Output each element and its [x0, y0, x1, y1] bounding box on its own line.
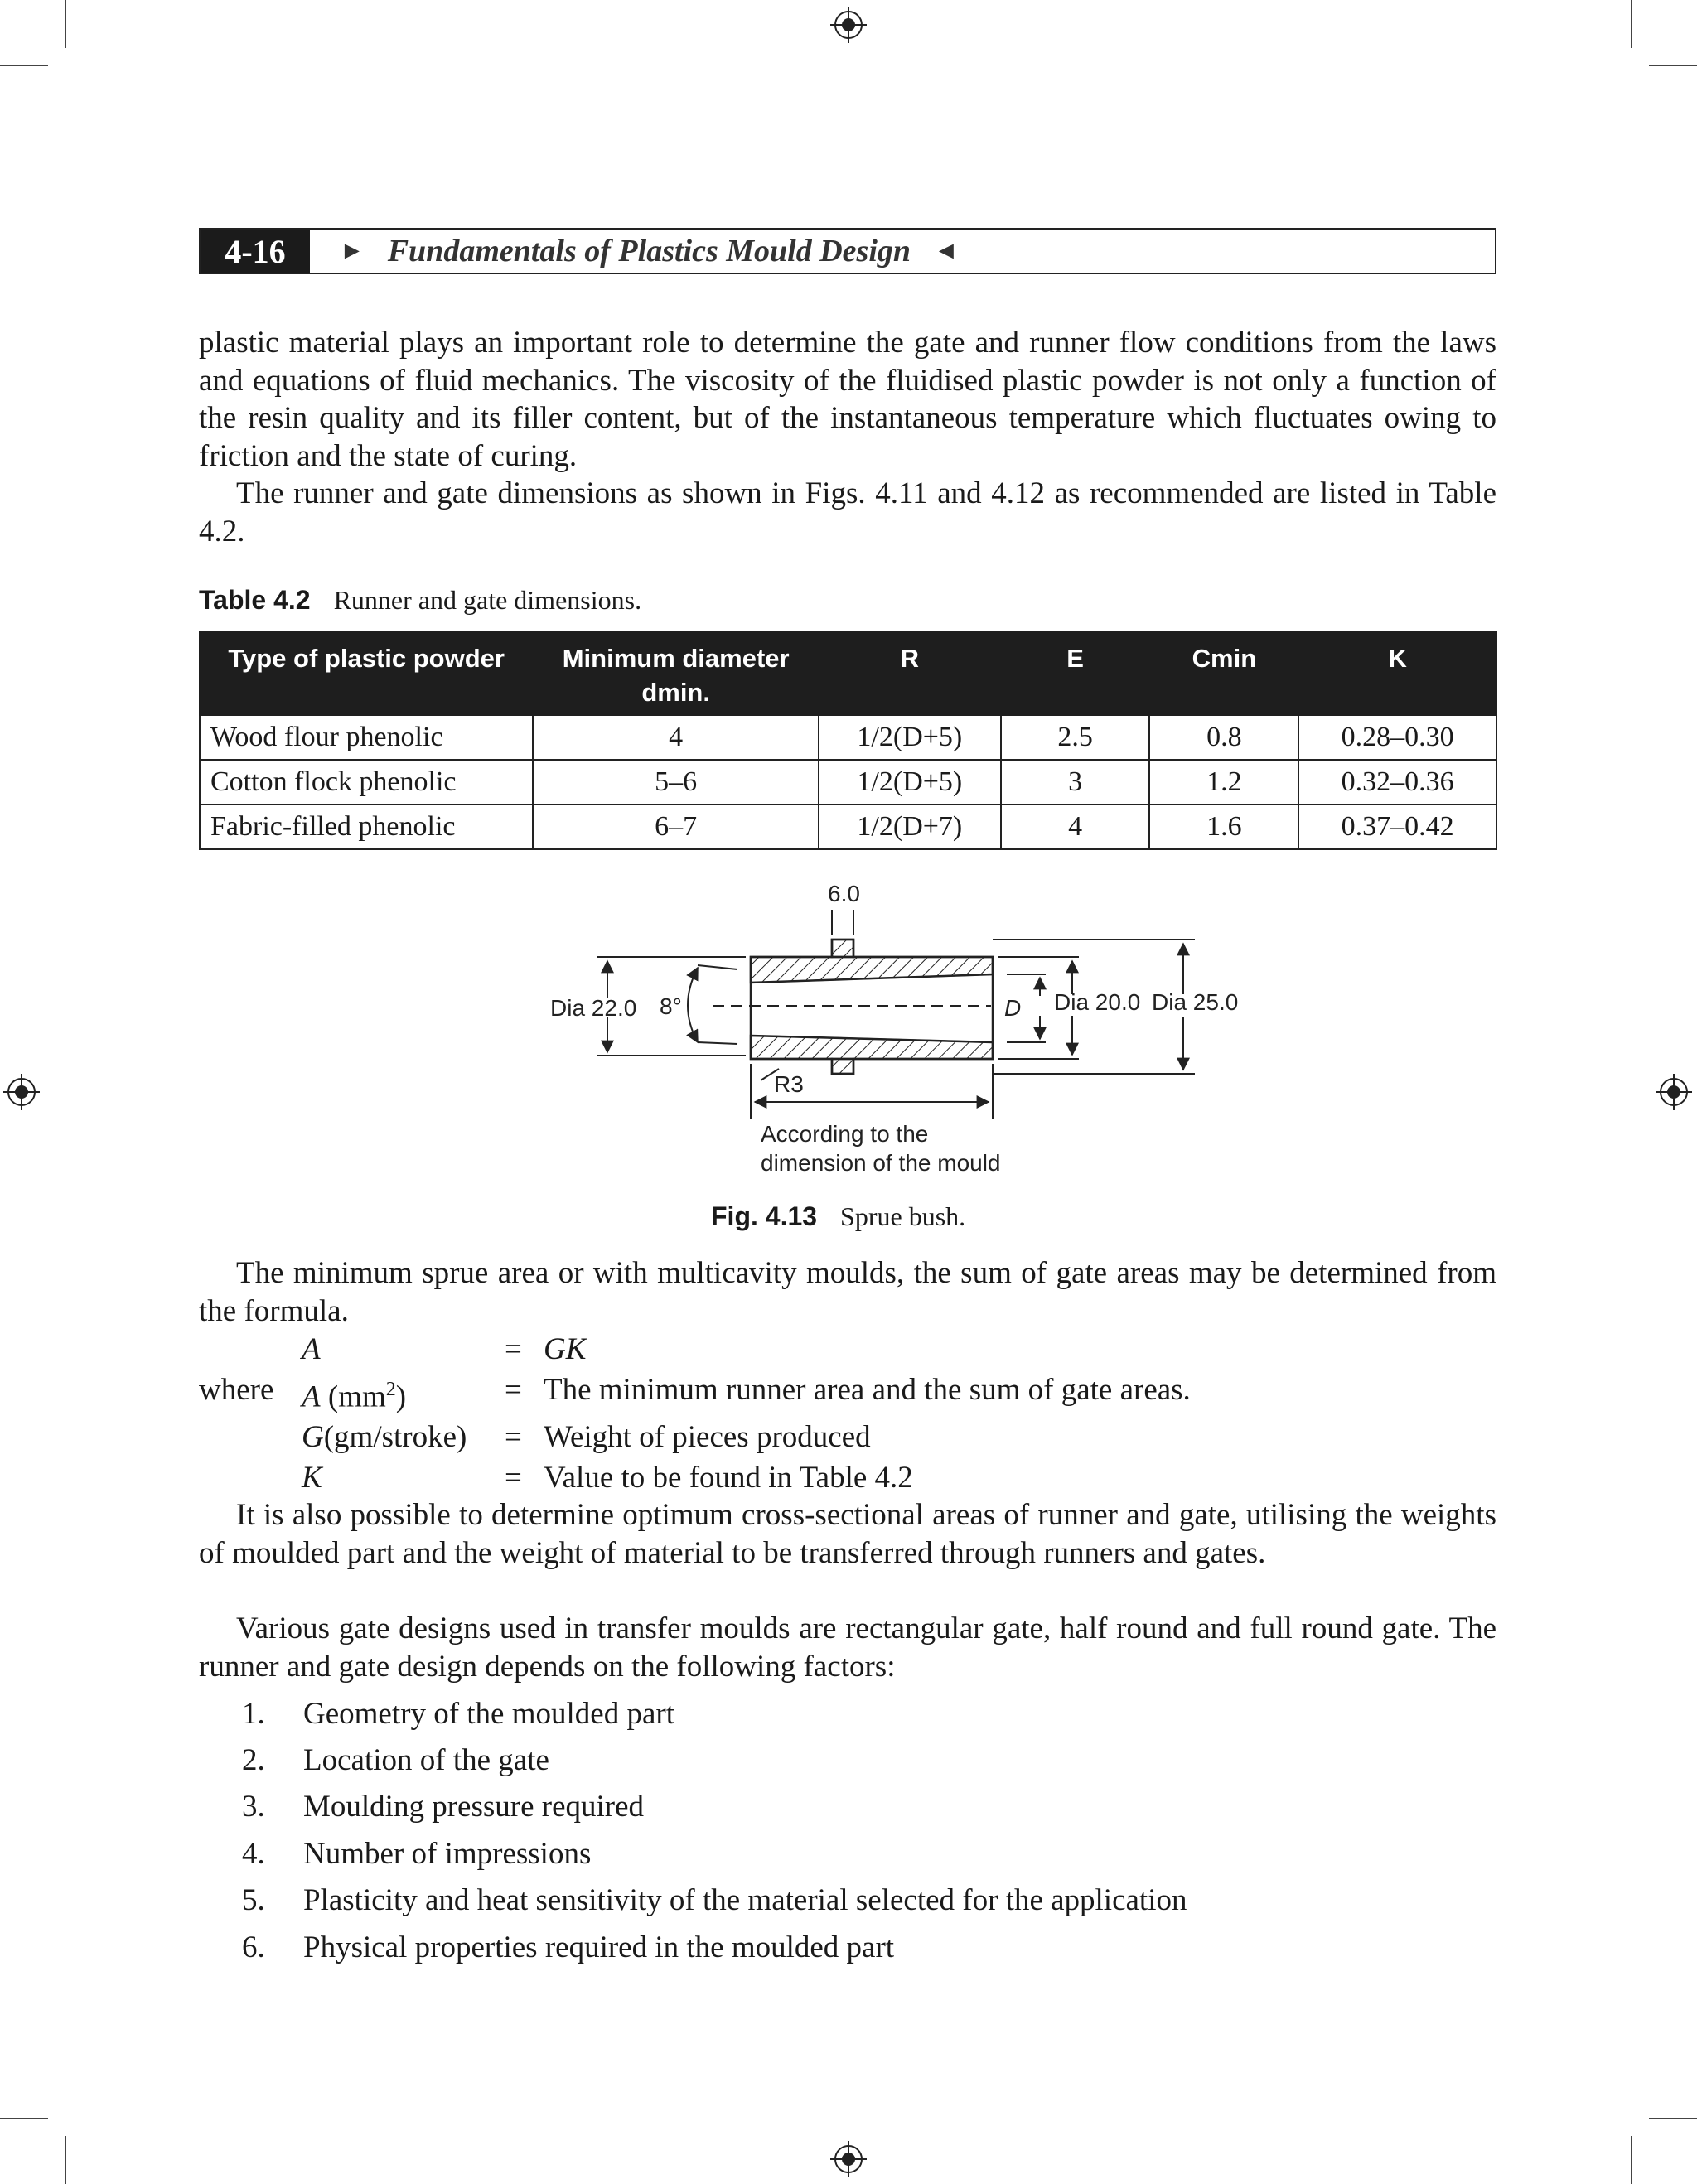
fifth-paragraph: Various gate designs used in transfer moulds are rectangular gate, half round and full round gate. The runner and gate design depends on the following factors: — [199, 1611, 1496, 1684]
crop-mark — [65, 0, 66, 48]
table-cell: 2.5 — [1001, 715, 1150, 760]
dim-label-angle: 8° — [660, 993, 682, 1019]
formula-lead: where — [199, 1373, 274, 1407]
formula-symbol: G(gm/stroke) — [302, 1420, 467, 1455]
second-paragraph: The runner and gate dimensions as shown in Figs. 4.11 and 4.12 as recommended are listed in Table 4.2. — [199, 476, 1496, 548]
list-text: Physical properties required in the moulded part — [303, 1930, 895, 1964]
figure-caption-text: Sprue bush. — [840, 1201, 966, 1231]
list-number: 5. — [242, 1883, 265, 1918]
list-text: Moulding pressure required — [303, 1790, 645, 1824]
figure-note-line-2: dimension of the mould — [761, 1150, 1001, 1176]
dim-label-r3: R3 — [774, 1071, 804, 1097]
crop-mark — [1649, 2118, 1697, 2119]
formula-row — [199, 1457, 1496, 1498]
crop-mark — [0, 65, 48, 66]
formula-equals: = — [505, 1461, 522, 1495]
formula-row — [199, 1417, 1496, 1457]
list-item — [242, 1830, 1187, 1877]
intro-paragraph: plastic material plays an important role to determine the gate and runner flow conditions from the laws and equations of fluid mechanics. The viscosity of the fluidised plastic powder is not only a function of the resin quality and its filler content, but of the instantaneous temperature which fluctuates owing to friction and the state of curing. — [199, 326, 1496, 473]
formula-symbol: A $(mm^2)$ — [302, 1379, 407, 1414]
registration-mark-right — [1656, 1074, 1692, 1110]
table-cell: 0.8 — [1149, 715, 1298, 760]
table-cell: 4 — [533, 715, 819, 760]
table-cell: 1/2(D+5) — [819, 760, 1001, 805]
formula-definition: Value to be found in Table 4.2 — [544, 1461, 913, 1495]
table-cell: 4 — [1001, 805, 1150, 849]
book-title-text: Fundamentals of Plastics Mould Design — [387, 234, 911, 268]
formula-equals: = — [505, 1332, 522, 1366]
right-pointer-icon: ► — [340, 237, 365, 264]
table-row — [200, 805, 1496, 849]
registration-mark-left — [3, 1074, 40, 1110]
list-number: 2. — [242, 1743, 265, 1778]
table-cell: Cotton flock phenolic — [200, 760, 533, 805]
left-pointer-icon: ◄ — [934, 237, 959, 264]
list-item — [242, 1737, 1187, 1783]
list-number: 1. — [242, 1696, 265, 1731]
table-cell: 6–7 — [533, 805, 819, 849]
formula-row — [199, 1370, 1496, 1417]
formula-lead — [199, 1417, 302, 1457]
table-cell: 3 — [1001, 760, 1150, 805]
list-item — [242, 1924, 1187, 1970]
list-item — [242, 1877, 1187, 1924]
dim-label-dia-25: Dia 25.0 — [1152, 989, 1239, 1015]
table-cell: 0.32–0.36 — [1298, 760, 1496, 805]
figure-caption — [711, 1201, 965, 1232]
formula-definition: GK — [544, 1332, 587, 1366]
figure-note-line-1: According to the — [761, 1121, 929, 1147]
crop-mark — [1631, 2136, 1632, 2184]
column-header: R — [819, 632, 1001, 715]
fourth-paragraph: It is also possible to determine optimum cross-sectional areas of runner and gate, utilising the weights of moulded part and the weight of material to be transferred through runners and gates. — [199, 1498, 1496, 1570]
formula-block — [199, 1329, 1496, 1498]
list-number: 4. — [242, 1836, 265, 1871]
column-header: Type of plastic powder — [200, 632, 533, 715]
table-caption-label: Table 4.2 — [199, 585, 311, 615]
formula-lead — [199, 1457, 302, 1498]
crop-mark — [0, 2118, 48, 2119]
table-cell: Fabric-filled phenolic — [200, 805, 533, 849]
column-header: Cmin — [1149, 632, 1298, 715]
registration-mark-bottom — [830, 2141, 867, 2177]
registration-mark-top — [830, 7, 867, 43]
running-header — [199, 228, 1496, 274]
table-cell: 1/2(D+5) — [819, 715, 1001, 760]
formula-symbol: K — [302, 1461, 322, 1495]
dim-label-dia-20: Dia 20.0 — [1054, 989, 1141, 1015]
factors-list — [242, 1690, 1187, 1970]
list-number: 3. — [242, 1790, 265, 1824]
sprue-bush-diagram — [530, 870, 1276, 1201]
table-caption-text: Runner and gate dimensions. — [333, 585, 642, 615]
crop-mark — [65, 2136, 66, 2184]
list-text: Number of impressions — [303, 1836, 592, 1871]
list-text: Geometry of the moulded part — [303, 1696, 674, 1731]
formula-row — [199, 1329, 1496, 1370]
formula-definition: Weight of pieces produced — [544, 1420, 871, 1455]
list-number: 6. — [242, 1930, 265, 1964]
table-cell: 1.2 — [1149, 760, 1298, 805]
figure-caption-label: Fig. 4.13 — [711, 1201, 818, 1231]
list-text: Location of the gate — [303, 1743, 549, 1778]
crop-mark — [1631, 0, 1632, 48]
list-text: Plasticity and heat sensitivity of the material selected for the application — [303, 1883, 1187, 1918]
table-header-row — [200, 632, 1496, 715]
formula-equals: = — [505, 1420, 522, 1455]
table-cell: 5–6 — [533, 760, 819, 805]
list-item — [242, 1784, 1187, 1830]
column-header: K — [1298, 632, 1496, 715]
column-header: Minimum diameter dmin. — [533, 632, 819, 715]
table-cell: 0.37–0.42 — [1298, 805, 1496, 849]
third-paragraph: The minimum sprue area or with multicavity moulds, the sum of gate areas may be determined from the formula. — [199, 1256, 1496, 1328]
table-cell: 0.28–0.30 — [1298, 715, 1496, 760]
formula-lead — [199, 1329, 302, 1370]
table-caption — [199, 585, 641, 616]
dim-label-dia-22: Dia 22.0 — [550, 995, 637, 1021]
list-item — [242, 1690, 1187, 1737]
table-cell: Wood flour phenolic — [200, 715, 533, 760]
table-cell: 1.6 — [1149, 805, 1298, 849]
dim-label-d: D — [1004, 995, 1022, 1021]
table-cell: 1/2(D+7) — [819, 805, 1001, 849]
formula-symbol: A — [302, 1332, 321, 1366]
page-number: 4-16 — [201, 230, 310, 273]
formula-equals: = — [505, 1373, 522, 1407]
runner-gate-table — [199, 631, 1497, 850]
crop-mark — [1649, 65, 1697, 66]
table-row — [200, 760, 1496, 805]
formula-definition: The minimum runner area and the sum of gate areas. — [544, 1373, 1191, 1407]
table-row — [200, 715, 1496, 760]
column-header: E — [1001, 632, 1150, 715]
dim-label-6: 6.0 — [828, 881, 860, 906]
book-title — [340, 233, 959, 269]
